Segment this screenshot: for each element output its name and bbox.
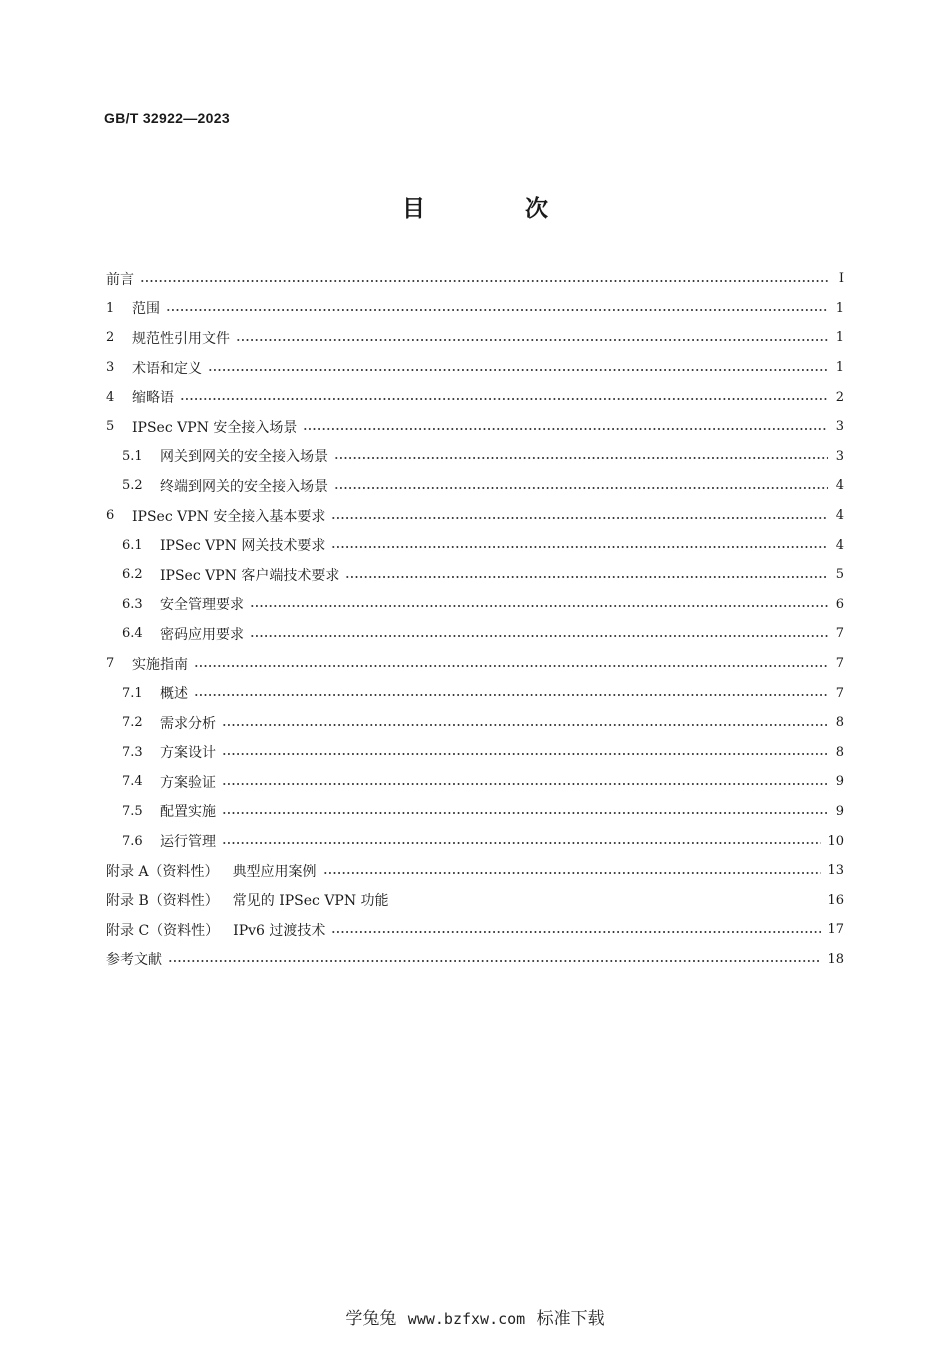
dot-leader [222,724,828,726]
toc-entry-page: 13 [827,863,844,879]
dot-leader [222,753,828,755]
toc-entry-number: 附录 C（资料性） [106,922,220,939]
toc-entry-page: 8 [835,715,844,731]
toc-entry-page: 3 [835,419,844,435]
toc-entry-page: 5 [835,567,844,583]
dot-leader [140,280,828,282]
dot-leader [194,694,828,696]
dot-leader [194,665,828,667]
toc-entry-number: 7.1 [122,685,143,701]
dot-leader [323,872,822,874]
toc-entry-7[interactable] [106,649,844,679]
dot-leader [208,369,828,371]
toc-entry-7-1[interactable] [106,678,844,708]
dot-leader [334,487,828,489]
toc-entry-number: 4 [106,389,115,405]
toc-entry-7-2[interactable] [106,708,844,738]
toc-entry-3[interactable] [106,353,844,383]
toc-entry-page: Ⅰ [838,271,844,287]
toc-entry-page: 1 [835,300,844,316]
toc-entry-number: 3 [106,360,115,376]
dot-leader [168,960,821,962]
toc-entry-number: 1 [106,300,115,316]
toc-entry-label: 密码应用要求 [160,626,244,643]
toc-entry-label: 安全管理要求 [160,597,244,614]
toc-entry-2[interactable] [106,323,844,353]
toc-entry-number: 附录 A（资料性） [106,863,219,880]
page-title: 目 次 [401,196,594,222]
toc-entry-label: 范围 [132,301,160,318]
toc-entry-label: IPSec VPN 网关技术要求 [160,538,326,555]
toc-entry-6-3[interactable] [106,590,844,620]
toc-entry-page: 6 [835,596,844,612]
toc-entry-7-5[interactable] [106,797,844,827]
dot-leader [331,931,821,933]
toc-entry-label: 运行管理 [160,834,216,851]
toc-entry-label: 配置实施 [160,804,216,821]
toc-entry-number: 7.2 [122,715,143,731]
toc-entry-page: 1 [835,330,844,346]
dot-leader [331,546,828,548]
toc-entry-page: 4 [835,478,844,494]
toc-entry-number: 2 [106,330,115,346]
dot-leader [250,635,828,637]
toc-entry-label: IPv6 过渡技术 [233,922,326,939]
toc-entry-page: 9 [835,803,844,819]
toc-entry-number: 7 [106,656,115,672]
toc-entry-page: 18 [827,951,844,967]
dot-leader [180,398,828,400]
toc-entry-page: 17 [827,922,844,938]
dot-leader [166,309,828,311]
dot-leader [250,605,828,607]
toc-entry-label: 参考文献 [106,952,162,969]
table-of-contents [106,264,844,974]
toc-entry-5-1[interactable] [106,442,844,472]
dot-leader [303,428,828,430]
toc-entry-page: 1 [835,360,844,376]
toc-entry-page: 16 [827,892,844,908]
toc-entry-label: IPSec VPN 客户端技术要求 [160,567,340,584]
toc-entry-number: 6.2 [122,567,143,583]
toc-entry-number: 5.2 [122,478,143,494]
toc-entry-6[interactable] [106,501,844,531]
dot-leader [334,457,828,459]
toc-entry-page: 7 [835,656,844,672]
toc-entry-label: 缩略语 [132,390,174,407]
toc-entry-appendix-c[interactable] [106,915,844,945]
dot-leader [345,576,828,578]
footer-site-link[interactable]: www.bzfxw.com [407,1310,526,1328]
toc-entry-label: 规范性引用文件 [132,330,230,347]
toc-entry-page: 10 [827,833,844,849]
toc-entry-label: 方案设计 [160,745,216,762]
toc-entry-number: 6.1 [122,537,143,553]
toc-entry-page: 8 [835,744,844,760]
toc-entry-number: 5 [106,419,115,435]
dot-leader [222,842,821,844]
toc-entry-7-4[interactable] [106,767,844,797]
toc-entry-5[interactable] [106,412,844,442]
toc-entry-page: 7 [835,626,844,642]
toc-entry-page: 2 [835,389,844,405]
toc-entry-references[interactable] [106,945,844,975]
dot-leader [222,783,828,785]
toc-entry-number: 5.1 [122,448,143,464]
toc-entry-6-4[interactable] [106,619,844,649]
toc-entry-label: 前言 [106,271,134,288]
toc-entry-1[interactable] [106,294,844,324]
toc-entry-foreword[interactable] [106,264,844,294]
toc-entry-6-1[interactable] [106,530,844,560]
footer-brand: 学兔兔 [345,1309,397,1329]
toc-entry-label: 方案验证 [160,774,216,791]
toc-entry-page: 4 [835,537,844,553]
toc-entry-7-6[interactable] [106,826,844,856]
toc-entry-appendix-a[interactable] [106,856,844,886]
toc-entry-5-2[interactable] [106,471,844,501]
toc-entry-label: 常见的 IPSec VPN 功能 [232,893,389,910]
toc-entry-7-3[interactable] [106,738,844,768]
toc-entry-label: 实施指南 [132,656,188,673]
toc-entry-number: 7.3 [122,744,143,760]
toc-entry-page: 7 [835,685,844,701]
standard-code: GB/T 32922—2023 [104,110,230,126]
toc-entry-label: 典型应用案例 [232,863,317,880]
toc-entry-label: 术语和定义 [132,360,202,377]
toc-entry-page: 3 [835,448,844,464]
toc-entry-number: 7.5 [122,803,143,819]
toc-entry-number: 6.4 [122,626,143,642]
toc-entry-label: IPSec VPN 安全接入场景 [132,419,298,436]
toc-entry-label: IPSec VPN 安全接入基本要求 [132,508,326,525]
footer-watermark [0,1304,950,1329]
toc-entry-page: 9 [835,774,844,790]
toc-entry-number: 7.6 [122,833,143,849]
toc-entry-label: 终端到网关的安全接入场景 [160,478,328,495]
toc-entry-label: 需求分析 [160,715,216,732]
toc-entry-number: 6 [106,508,115,524]
toc-entry-number: 6.3 [122,596,143,612]
dot-leader [222,812,828,814]
toc-entry-page: 4 [835,508,844,524]
dot-leader [331,517,828,519]
toc-entry-6-2[interactable] [106,560,844,590]
toc-entry-4[interactable] [106,382,844,412]
dot-leader [236,339,828,341]
footer-tagline: 标准下载 [536,1309,605,1329]
toc-entry-appendix-b[interactable] [106,885,844,915]
toc-entry-number: 附录 B（资料性） [106,893,219,910]
toc-entry-number: 7.4 [122,774,143,790]
toc-entry-label: 网关到网关的安全接入场景 [160,449,328,466]
toc-entry-label: 概述 [160,686,188,703]
